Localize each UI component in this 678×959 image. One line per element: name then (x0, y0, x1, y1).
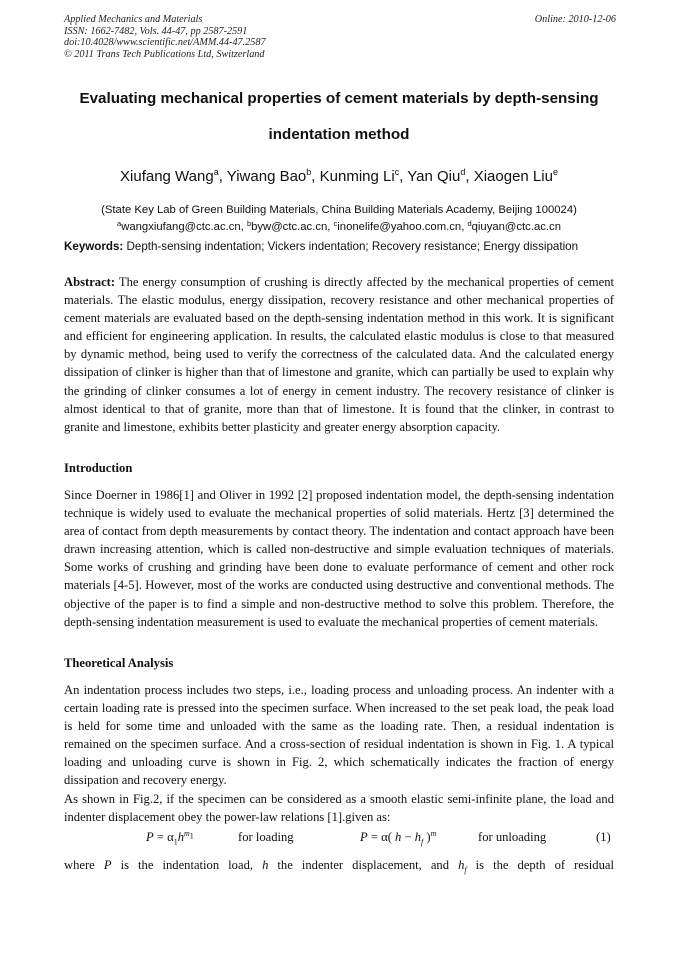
keywords (64, 238, 614, 256)
paper-title-line-1: Evaluating mechanical properties of cement materials by depth-sensing (79, 90, 599, 107)
author: Kunming Li$^c$, (319, 167, 408, 185)
keywords-label: Keywords: (64, 240, 124, 253)
paper-title-line-2: indentation method (268, 126, 410, 143)
author-list (40, 168, 638, 185)
theory-heading: Theoretical Analysis (64, 656, 174, 670)
copyright-line: © 2011 Trans Tech Publications Ltd, Switzerland (64, 48, 265, 60)
unloading-formula: P = α( $h - h_f$ )$^m$ (360, 828, 437, 847)
abstract (64, 273, 614, 436)
email[interactable]: $^d$qiuyan@ctc.ac.cn (467, 219, 561, 233)
email[interactable]: $^c$inonelife@yahoo.com.cn (333, 219, 462, 233)
loading-label: for loading (238, 830, 294, 844)
journal-name: Applied Mechanics and Materials (64, 14, 203, 25)
author: Yan Qiu$^d$, (407, 167, 474, 185)
author: Xiaogen Liu$^e$ (473, 167, 558, 185)
email[interactable]: $^b$byw@ctc.ac.cn (246, 219, 328, 233)
theory-paragraph-1: An indentation process includes two steps, i.e., loading process and unloading process. An indenter with a certain loading rate is pressed into the specimen surface. When increased to the set peak load, the peak load is held for some time and unloaded with the same as the loading rate. Then, a residual indentation is remained on the specimen surface. And a cross-section of residual indentation is shown in Fig. 1. A typical loading and unloading curve is shown in Fig. 2, which schematically indicates the fraction of energy dissipation and recovery energy. (64, 683, 614, 788)
loading-formula: $P = \alpha_1h^{m_1}$ (146, 828, 194, 847)
introduction-heading: Introduction (64, 461, 133, 475)
where-line: where P is the indentation load, h the indenter displacement, and $h_f$ is the depth of residual (64, 858, 614, 875)
theory-paragraph-2: As shown in Fig.2, if the specimen can be considered as a smooth elastic semi-infinite plane, the load and indenter displacement obey the power-law relations [1].given as: (64, 792, 614, 825)
author: Yiwang Bao$^b$, (226, 167, 320, 185)
email-list: $^a$wangxiufang@ctc.ac.cn, $^b$byw@ctc.ac.cn, $^c$inonelife@yahoo.com.cn, $^d$qiuyan@ctc.ac.cn (117, 219, 561, 233)
introduction-paragraph: Since Doerner in 1986[1] and Oliver in 1992 [2] proposed indentation model, the depth-sensing indentation technique is widely used to evaluate the mechanical properties of solid materials. Hertz [3] determined the area of contact from depth measurements by contact theory. The indentation and contact approach have been drawn increasing attention, which is called non-destructive and simple evaluation techniques of materials. Some works of crushing and grinding have been done to evaluate performance of cement and other rock materials [4-5]. However, most of the works are conducted using destructive and conventional methods. The objective of the paper is to find a simple and non-destructive method to solve this problem. Therefore, the depth-sensing indentation measurement is used to evaluate the mechanical properties of cement materials. (64, 488, 614, 629)
online-date: Online: 2010-12-06 (534, 14, 616, 25)
unloading-label: for unloading (478, 830, 547, 844)
email[interactable]: $^a$wangxiufang@ctc.ac.cn (117, 219, 241, 233)
abstract-label: Abstract: (64, 275, 116, 289)
equation-1 (64, 830, 614, 850)
doi-line: doi:10.4028/www.scientific.net/AMM.44-47.2587 (64, 37, 266, 49)
issn-line: ISSN: 1662-7482, Vols. 44-47, pp 2587-2591 (64, 25, 248, 37)
author: Xiufang Wang$^a$, (120, 167, 227, 185)
abstract-text: The energy consumption of crushing is directly affected by the mechanical properties of cement materials. The elastic modulus, energy dissipation, recovery resistance and other mechanical properties of cement materials are evaluated based on the depth-sensing indentation method in this work. It is significant and efficient for engineering application. In results, the calculated elastic modulus is close to that measured by dynamic method, being used to verify the correctness of the calculated data. And the calculated energy dissipation of clinker is higher than that of limestone and granite, which can partially be used to explain why the grinding of clinker consumes a lot of energy in cement industry. The recovery resistance of clinker is almost identical to that of granite, more than that of limestone. It is found that the clinker, in contrast to granite and limestone, exhibits better plasticity and greater energy absorption capacity. (64, 275, 614, 434)
keywords-text: Depth-sensing indentation; Vickers indentation; Recovery resistance; Energy dissipation (123, 240, 579, 253)
journal-header (64, 14, 266, 60)
equation-number: (1) (596, 830, 611, 844)
affiliation: (State Key Lab of Green Building Materials, China Building Materials Academy, Beijing 100024) (101, 204, 577, 216)
